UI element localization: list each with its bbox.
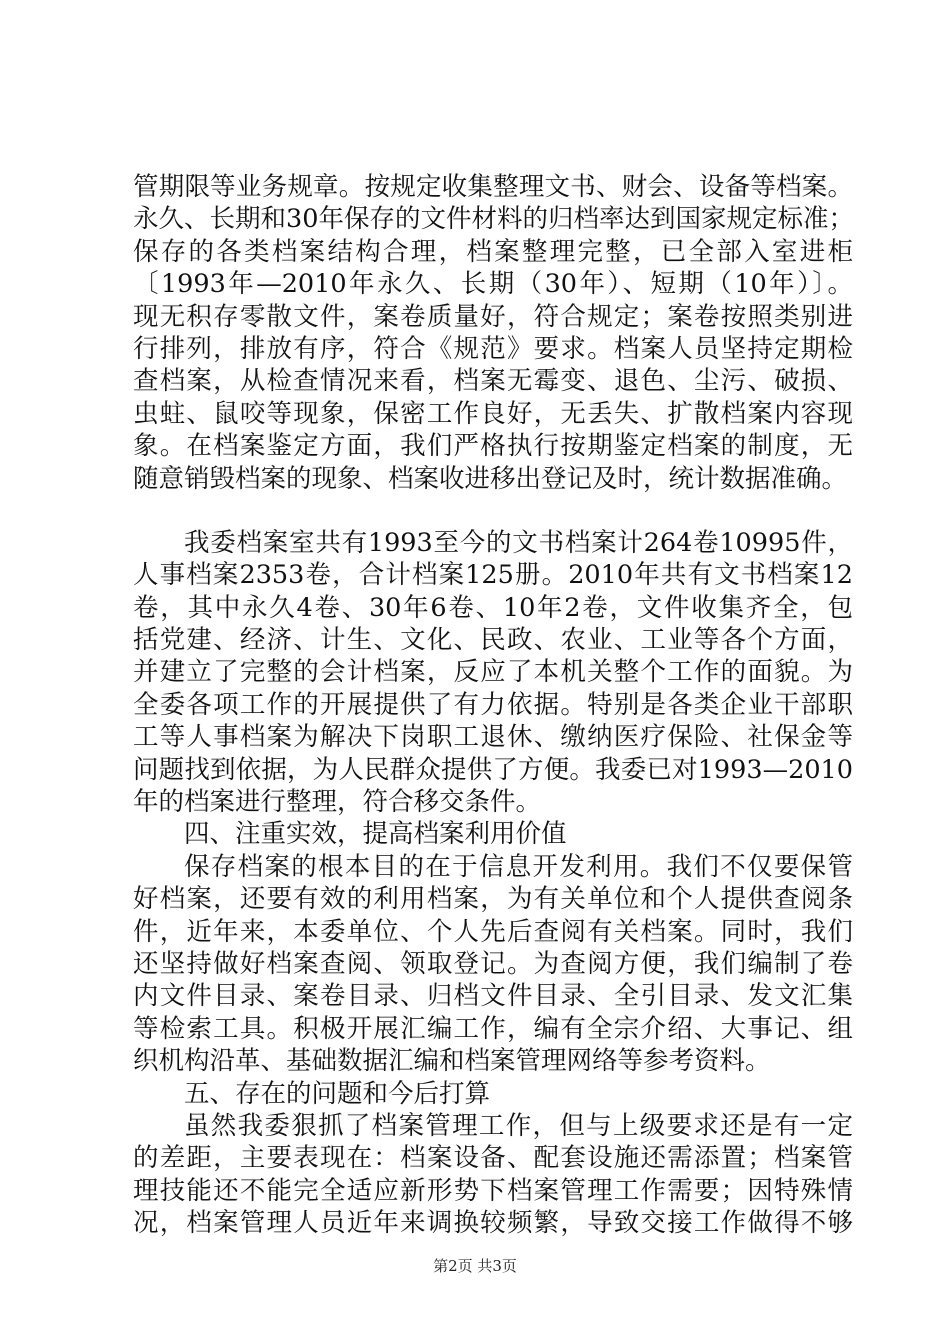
text-line: 现无积存零散文件，案卷质量好，符合规定；案卷按照类别进 [133,301,853,332]
text-line: 好档案，还要有效的利用档案，为有关单位和个人提供查阅条 [133,884,853,915]
text-line: 年的档案进行整理，符合移交条件。 [133,787,542,818]
text-line: 我委档案室共有1993至今的文书档案计264卷10995件， [184,527,853,558]
text-line: 永久、长期和30年保存的文件材料的归档率达到国家规定标准； [133,204,854,235]
text-line: 全委各项工作的开展提供了有力依据。特别是各类企业干部职 [133,689,853,720]
text-line: 查档案，从检查情况来看，档案无霉变、退色、尘污、破损、 [133,366,853,397]
text-line: 的差距，主要表现在：档案设备、配套设施还需添置；档案管 [133,1143,853,1174]
page-footer: 第2页 共3页 [433,1257,517,1275]
text-line: 行排列，排放有序，符合《规范》要求。档案人员坚持定期检 [133,333,853,364]
text-line: 保存档案的根本目的在于信息开发利用。我们不仅要保管 [184,851,853,882]
text-line: 工等人事档案为解决下岗职工退休、缴纳医疗保险、社保金等 [133,722,853,753]
text-line: 并建立了完整的会计档案，反应了本机关整个工作的面貌。为 [133,657,853,688]
text-line: 〔1993年—2010年永久、长期（30年）、短期（10年）〕。 [133,269,853,300]
text-line: 人事档案2353卷，合计档案125册。2010年共有文书档案12 [133,560,853,591]
paragraph [133,851,853,1078]
text-line: 理技能还不能完全适应新形势下档案管理工作需要；因特殊情 [133,1175,853,1206]
text-line: 象。在档案鉴定方面，我们严格执行按期鉴定档案的制度，无 [133,431,853,462]
text-line: 问题找到依据，为人民群众提供了方便。我委已对1993—2010 [133,754,853,785]
text-line: 虫蛀、鼠咬等现象，保密工作良好，无丢失、扩散档案内容现 [133,398,853,429]
paragraph [133,1078,853,1110]
text-line: 织机构沿革、基础数据汇编和档案管理网络等参考资料。 [133,1046,771,1077]
text-line: 四、注重实效，提高档案利用价值 [184,819,567,850]
text-line: 随意销毁档案的现象、档案收进移出登记及时，统计数据准确。 [133,463,848,494]
paragraph [133,171,853,495]
paragraph-gap [133,495,853,527]
text-line: 管期限等业务规章。按规定收集整理文书、财会、设备等档案。 [133,172,853,202]
text-line: 虽然我委狠抓了档案管理工作，但与上级要求还是有一定 [184,1110,853,1141]
text-line: 况，档案管理人员近年来调换较频繁，导致交接工作做得不够 [133,1208,853,1239]
text-line: 件，近年来，本委单位、个人先后查阅有关档案。同时，我们 [133,916,853,947]
text-line: 内文件目录、案卷目录、归档文件目录、全引目录、发文汇集 [133,981,853,1012]
paragraph [133,818,853,850]
text-line: 保存的各类档案结构合理，档案整理完整，已全部入室进柜 [133,236,853,267]
text-line: 卷，其中永久4卷、30年6卷、10年2卷，文件收集齐全，包 [133,592,853,623]
text-line: 还坚持做好档案查阅、领取登记。为查阅方便，我们编制了卷 [133,948,853,979]
text-line: 五、存在的问题和今后打算 [184,1078,491,1109]
text-line: 等检索工具。积极开展汇编工作，编有全宗介绍、大事记、组 [133,1013,853,1044]
paragraph [133,527,853,819]
paragraph [133,1110,853,1240]
document-body [133,171,853,1240]
text-line: 括党建、经济、计生、文化、民政、农业、工业等各个方面， [133,625,853,656]
